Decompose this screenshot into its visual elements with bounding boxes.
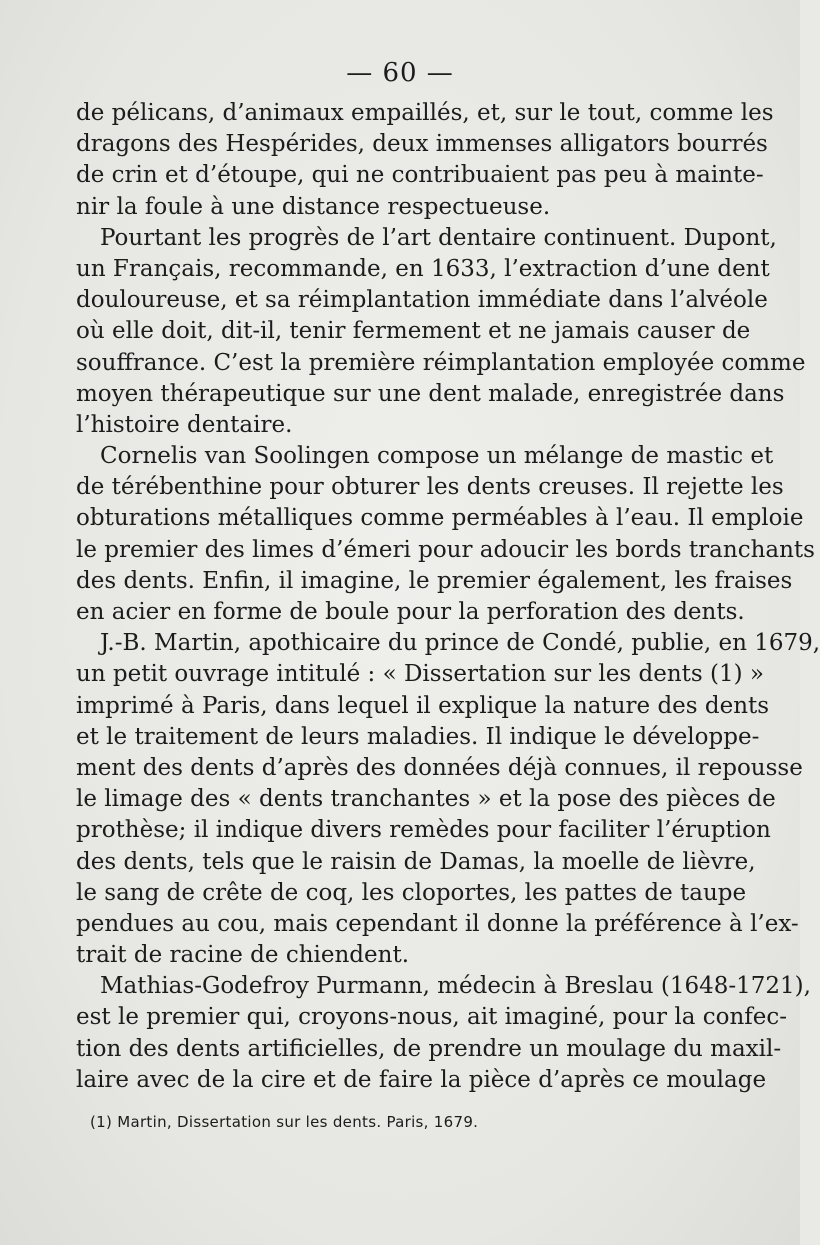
text-line: trait de racine de chiendent.	[76, 942, 410, 969]
text-line: pendues au cou, mais cependant il donne la préférence à l’ex-	[76, 910, 799, 937]
text-line: un Français, recommande, en 1633, l’extraction d’une dent	[76, 255, 770, 282]
text-line: souffrance. C’est la première réimplantation employée comme	[76, 349, 806, 376]
text-line: le sang de crête de coq, les cloportes, les pattes de taupe	[76, 879, 747, 906]
text-line: le premier des limes d’émeri pour adoucir les bords tranchants	[76, 536, 815, 563]
text-line: dragons des Hespérides, deux immenses alligators bourrés	[76, 131, 768, 158]
text-line: tion des dents artificielles, de prendre un moulage du maxil-	[76, 1035, 782, 1062]
text-line: moyen thérapeutique sur une dent malade, enregistrée dans	[76, 380, 785, 407]
text-line: prothèse; il indique divers remèdes pour faciliter l’éruption	[76, 817, 771, 844]
text-line: ment des dents d’après des données déjà connues, il repousse	[76, 754, 803, 781]
text-line: un petit ouvrage intitulé : « Dissertation sur les dents (1) »	[76, 661, 764, 688]
footnote: (1) Martin, Dissertation sur les dents. Paris, 1679.	[90, 1113, 479, 1131]
text-line: le limage des « dents tranchantes » et la pose des pièces de	[76, 786, 776, 813]
body-text	[76, 98, 820, 1096]
text-line: est le premier qui, croyons-nous, ait imaginé, pour la confec-	[76, 1004, 788, 1031]
text-line: Pourtant les progrès de l’art dentaire continuent. Dupont,	[100, 224, 777, 251]
text-line: de térébenthine pour obturer les dents creuses. Il rejette les	[76, 474, 784, 501]
text-line: des dents, tels que le raisin de Damas, la moelle de lièvre,	[76, 848, 756, 875]
text-line: des dents. Enfin, il imagine, le premier également, les fraises	[76, 567, 793, 594]
text-line: imprimé à Paris, dans lequel il explique la nature des dents	[76, 692, 770, 719]
text-line: Mathias-Godefroy Purmann, médecin à Breslau (1648-1721),	[100, 973, 811, 1000]
text-line: où elle doit, dit-il, tenir fermement et ne jamais causer de	[76, 318, 751, 345]
text-line: J.-B. Martin, apothicaire du prince de Condé, publie, en 1679,	[100, 630, 820, 657]
text-line: de crin et d’étoupe, qui ne contribuaient pas peu à mainte-	[76, 162, 764, 189]
text-line: laire avec de la cire et de faire la pièce d’après ce moulage	[76, 1066, 767, 1093]
text-line: de pélicans, d’animaux empaillés, et, sur le tout, comme les	[76, 100, 774, 126]
text-line: douloureuse, et sa réimplantation immédiate dans l’alvéole	[76, 287, 768, 314]
text-line: et le traitement de leurs maladies. Il indique le développe-	[76, 723, 760, 750]
text-line: en acier en forme de boule pour la perforation des dents.	[76, 599, 745, 625]
page-number: — 60 —	[346, 58, 454, 88]
text-line: Cornelis van Soolingen compose un mélange de mastic et	[100, 443, 774, 470]
text-line: l’histoire dentaire.	[76, 411, 293, 438]
text-line: nir la foule à une distance respectueuse.	[76, 193, 551, 220]
text-line: obturations métalliques comme perméables à l’eau. Il emploie	[76, 505, 804, 532]
